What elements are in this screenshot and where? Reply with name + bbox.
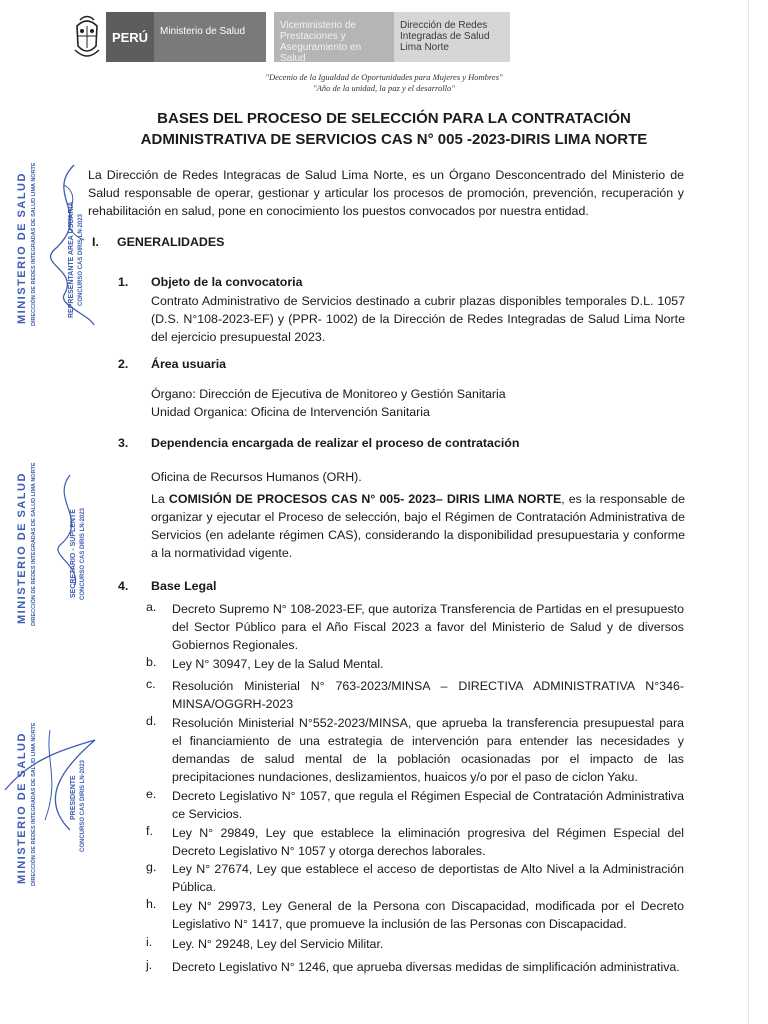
intro-paragraph: La Dirección de Redes Integracas de Salud Lima Norte, es un Órgano Desconcentrado del Ministerio de Salud responsable de operar, gestionar y articular los procesos de promoción, prevención, recuperación y rehabilitación en salud, pone en conocimiento los puestos convocados por nuestra entidad. — [88, 168, 684, 218]
section-heading: GENERALIDADES — [117, 235, 225, 249]
title-line-1: BASES DEL PROCESO DE SELECCIÓN PARA LA CONTRATACIÓN — [157, 110, 631, 127]
stamp-direccion-3: DIRECCIÓN DE REDES INTEGRADAS DE SALUD LIMA NORTE — [31, 722, 37, 886]
document-title — [120, 108, 668, 150]
stamp-role-2: SECRETARIO - SUPLENTE — [70, 509, 77, 598]
section-numeral: I. — [92, 235, 99, 249]
stamp-role-2-sub: CONCURSO CAS DIRIS LN-2023 — [80, 507, 86, 600]
stamp-role-3: PRESIDENTE — [70, 775, 77, 820]
legal-item: Ley. N° 29248, Ley del Servicio Militar. — [172, 937, 384, 951]
signature-1-icon — [34, 155, 104, 330]
legal-item: Decreto Legislativo N° 1057, que regula el Régimen Especial de Contratación Administrativa ce Servicios. — [172, 789, 684, 821]
comision-paragraph — [151, 490, 685, 562]
peru-block: PERÚ — [106, 12, 154, 62]
item-number-1: 1. — [118, 275, 129, 289]
signature-2-icon — [40, 470, 100, 590]
stamp-direccion-2: DIRECCIÓN DE REDES INTEGRADAS DE SALUD LIMA NORTE — [31, 462, 37, 626]
stamp-role-3-sub: CONCURSO CAS DIRIS LN-2023 — [80, 759, 86, 852]
item-number-3: 3. — [118, 436, 129, 450]
stamp-ministerio-2: MINISTERIO DE SALUD — [16, 472, 28, 624]
ministerio-block: Ministerio de Salud — [154, 12, 266, 62]
legal-item: Ley N° 29973, Ley General de la Persona con Discapacidad, modificada por el Decreto Legislativo N° 1417, que promueve la inclusión de las Personas con Discapacidad. — [172, 899, 684, 931]
decenio-line-1: "Decenio de la Igualdad de Oportunidades para Mujeres y Hombres" — [265, 72, 503, 82]
stamp-role-1-sub: CONCURSO CAS DIRIS LN-2023 — [78, 213, 84, 306]
stamp-ministerio-3: MINISTERIO DE SALUD — [16, 732, 28, 884]
comision-pre: La — [151, 492, 169, 506]
subheading-base-legal: Base Legal — [151, 579, 217, 593]
item-number-4: 4. — [118, 579, 129, 593]
direccion-block: Dirección de Redes Integradas de Salud Lima Norte — [394, 12, 510, 62]
stamp-ministerio-1: MINISTERIO DE SALUD — [16, 172, 28, 324]
legal-letter: j. — [146, 958, 153, 972]
organo-line: Órgano: Dirección de Ejecutiva de Monitoreo y Gestión Sanitaria — [151, 387, 506, 401]
viceministerio-block: Viceministerio de Prestaciones y Aseguramiento en Salud — [274, 12, 394, 62]
objeto-paragraph: Contrato Administrativo de Servicios destinado a cubrir plazas disponibles temporales D.L. 1057 (D.S. N°108-2023-EF) y (PPR- 1002) de la Dirección de Redes Integradas de Salud Lima Norte del ejercicio presupuestal 2023. — [151, 294, 685, 344]
page-edge-line — [748, 0, 749, 1024]
title-line-2: ADMINISTRATIVA DE SERVICIOS CAS N° 005 -2023-DIRIS LIMA NORTE — [140, 131, 648, 148]
subheading-area-usuaria: Área usuaria — [151, 357, 227, 371]
stamp-role-1: REPRESENTANTE AREA USUARIA — [68, 201, 75, 318]
legal-item: Ley N° 30947, Ley de la Salud Mental. — [172, 657, 384, 671]
legal-letter: g. — [146, 860, 157, 874]
legal-letter: b. — [146, 655, 157, 669]
legal-item: Ley N° 29849, Ley que establece la eliminación progresiva del Régimen Especial del Decreto Legislativo N° 1057 y otorga derechos laborales. — [172, 826, 684, 858]
item-number-2: 2. — [118, 357, 129, 371]
legal-letter: f. — [146, 824, 153, 838]
legal-letter: h. — [146, 897, 157, 911]
subheading-dependencia: Dependencia encargada de realizar el proceso de contratación — [151, 436, 520, 450]
legal-letter: a. — [146, 600, 157, 614]
header-logo-band — [72, 12, 510, 64]
stamp-direccion-1: DIRECCIÓN DE REDES INTEGRADAS DE SALUD LIMA NORTE — [31, 162, 37, 326]
orh-line: Oficina de Recursos Humanos (ORH). — [151, 470, 362, 484]
legal-letter: c. — [146, 677, 156, 691]
legal-item: Decreto Supremo N° 108-2023-EF, que autoriza Transferencia de Partidas en el presupuesto del Sector Público para el Año Fiscal 2023 a favor del Ministerio de Salud y de diversos Gobiernos Regionales. — [172, 602, 684, 652]
legal-letter: d. — [146, 714, 157, 728]
legal-item: Ley N° 27674, Ley que establece el acceso de deportistas de Alto Nivel a la Administración Pública. — [172, 862, 684, 894]
legal-letter: i. — [146, 935, 153, 949]
legal-item: Decreto Legislativo N° 1246, que aprueba diversas medidas de simplificación administrativa. — [172, 960, 680, 974]
legal-letter: e. — [146, 787, 157, 801]
legal-item: Resolución Ministerial N° 763-2023/MINSA – DIRECTIVA ADMINISTRATIVA N°346-MINSA/OGGRH-2023 — [172, 679, 684, 711]
subheading-objeto: Objeto de la convocatoria — [151, 275, 303, 289]
unidad-line: Unidad Organica: Oficina de Intervención Sanitaria — [151, 405, 430, 419]
coat-of-arms-icon — [72, 12, 102, 62]
decenio-text — [0, 72, 768, 94]
comision-name: COMISIÓN DE PROCESOS CAS N° 005- 2023– DIRIS LIMA NORTE — [168, 492, 562, 506]
decenio-line-2: "Año de la unidad, la paz y el desarrollo" — [313, 83, 455, 93]
legal-item: Resolución Ministerial N°552-2023/MINSA, que aprueba la transferencia presupuestal para el financiamiento de una estrategia de intervención para entender las necesidades y demandas de salud mental de la población ocasionadas por el impacto de las precipitaciones nundaciones, deslizamientos, huaicos y/o por el paso de ciclon Yaku. — [172, 716, 684, 784]
signature-3-icon — [0, 720, 110, 840]
comision-post: , es la responsable de organizar y ejecutar el Proceso de selección, bajo el Régimen de Contratación Administrativa de Servicios (en adelante régimen CAS), considerando la disponibilidad presupuestaria y conforme a la normatividad vigente. — [151, 492, 686, 560]
